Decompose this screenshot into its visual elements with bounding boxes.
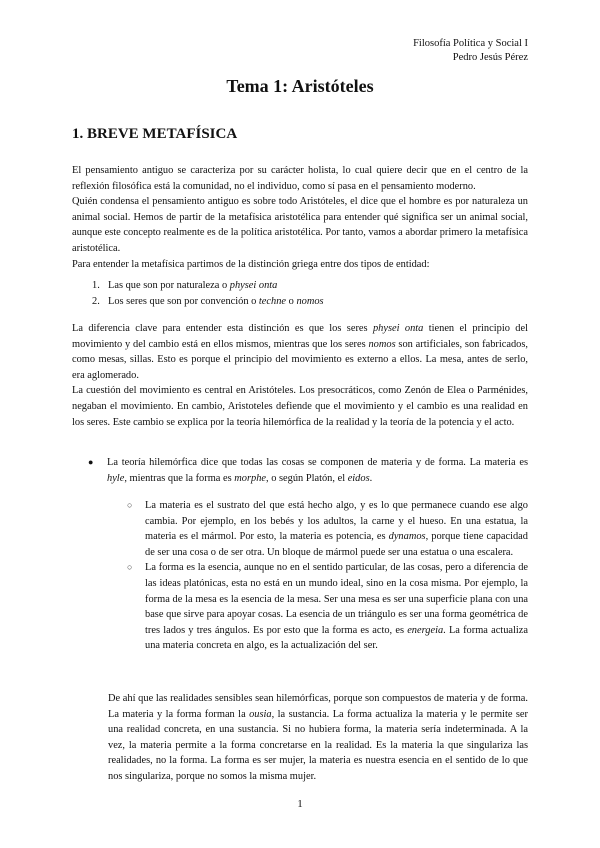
- author-name: Pedro Jesús Pérez: [452, 52, 528, 63]
- difference-paragraph-2: La cuestión del movimiento es central en Aristóteles. Los presocráticos, como Zenón de Elea o Parménides, negaban el movimiento. En cambio, Aristoteles defiende que el movimiento y el cambio es una realidad en los seres. Este cambio se explica por la teoría hilemórfica de la realidad y la teoría de la potencia y el acto.: [72, 385, 528, 428]
- list-item: [127, 498, 528, 560]
- intro-paragraph-2: Quién condensa el pensamiento antiguo es sobre todo Aristóteles, el dice que el hombre es por naturaleza un animal social. Hemos de partir de la metafísica aristotélica para entender qué significa ser un animal social, aunque este concepto realmente es de la política aristotélica. Por tanto, vamos a abordar primero la metafísica aristotélica.: [72, 196, 528, 254]
- list-text: Las que son por naturaleza o: [108, 280, 230, 291]
- conclusion-paragraph: De ahí que las realidades sensibles sean hilemórficas, porque son compuestos de materia y de forma. La materia y la forma forman la ousia, la sustancia. La forma actualiza la materia y le permite ser una realidad concreta, en una sustancia. Si no hubiera forma, la materia sería indeterminada. A la vez, la materia permite a la forma concretarse en la realidad. Es la materia la que singulariza las realidades, no la forma. La forma es ser mujer, la materia es nuestra esencia en el sentido de lo que nos singulariza, porque no somos la misma mujer.: [108, 693, 528, 782]
- list-item: [92, 294, 522, 310]
- bullet-icon: ●: [88, 457, 94, 467]
- entity-type-list: [92, 278, 522, 310]
- section-heading: 1. BREVE METAFÍSICA: [72, 126, 238, 142]
- term-techne: techne: [258, 296, 287, 307]
- matter-text: La materia es el sustrato del que está hecho algo, y es lo que permanece cuando ese algo cambia. Por ejemplo, en los bebés y los adultos, la carne y el hueso. En una estatua, la materia es el mármol. Por esto, la materia es potencia, es dynamos, porque tiene capacidad de ser una cosa o de ser otra. Un bloque de mármol puede ser una estatua o una escalera.: [145, 500, 528, 558]
- list-item: [92, 278, 522, 294]
- term-nomos: nomos: [296, 296, 324, 307]
- term-physei-onta: physei onta: [229, 280, 278, 291]
- hylomorphic-text: La teoría hilemórfica dice que todas las cosas se componen de materia y de forma. La materia es hyle, mientras que la forma es morphe, o según Platón, el eidos.: [107, 457, 528, 484]
- intro-paragraph-3: Para entender la metafísica partimos de la distinción griega entre dos tipos de entidad:: [72, 258, 430, 270]
- page-header: [413, 37, 528, 65]
- list-item: [88, 455, 528, 486]
- intro-paragraph-1: El pensamiento antiguo se caracteriza por su carácter holista, lo cual quiere decir que en el centro de la reflexión filosófica está la comunidad, no el individuo, como sí pasa en el pensamiento moderno.: [72, 165, 528, 192]
- form-text: La forma es la esencia, aunque no en el sentido particular, de las cosas, pero a diferencia de las ideas platónicas, esta no está en un mundo ideal, sino en la cosa misma. Por ejemplo, la forma de la mesa es la esencia de la mesa. Ser una mesa es ser una superficie plana con una base que sirve para apoyar cosas. La esencia de un triángulo es ser una forma geométrica de tres lados y tres ángulos. Es por esto que la forma es acto, es energeia. La forma actualiza una materia concreta en algo, es la actualización del ser.: [145, 562, 528, 652]
- list-number: 1.: [92, 280, 100, 291]
- list-text: Los seres que son por convención o: [108, 296, 259, 307]
- list-item: [127, 560, 528, 654]
- hollow-bullet-icon: ○: [127, 500, 133, 510]
- hylomorphic-bullet-list: [88, 455, 528, 486]
- intro-block: [72, 163, 528, 272]
- difference-paragraph-1: La diferencia clave para entender esta distinción es que los seres physei onta tienen el principio del movimiento y del cambio está en ellos mismos, mientras que los seres nomos son artificiales, son fabricados, como mesas, sillas. Esto es porque el principio del movimiento es externo a ellos. La mesa, antes de serlo, era aglomerado.: [72, 323, 529, 381]
- course-name: Filosofía Política y Social I: [413, 38, 528, 49]
- document-title: Tema 1: Aristóteles: [226, 76, 374, 96]
- difference-block: [72, 321, 528, 430]
- list-joiner: o: [286, 296, 297, 307]
- hollow-bullet-icon: ○: [127, 562, 133, 573]
- matter-form-sublist: [127, 498, 528, 654]
- list-number: 2.: [92, 296, 100, 307]
- page-number: 1: [297, 798, 303, 810]
